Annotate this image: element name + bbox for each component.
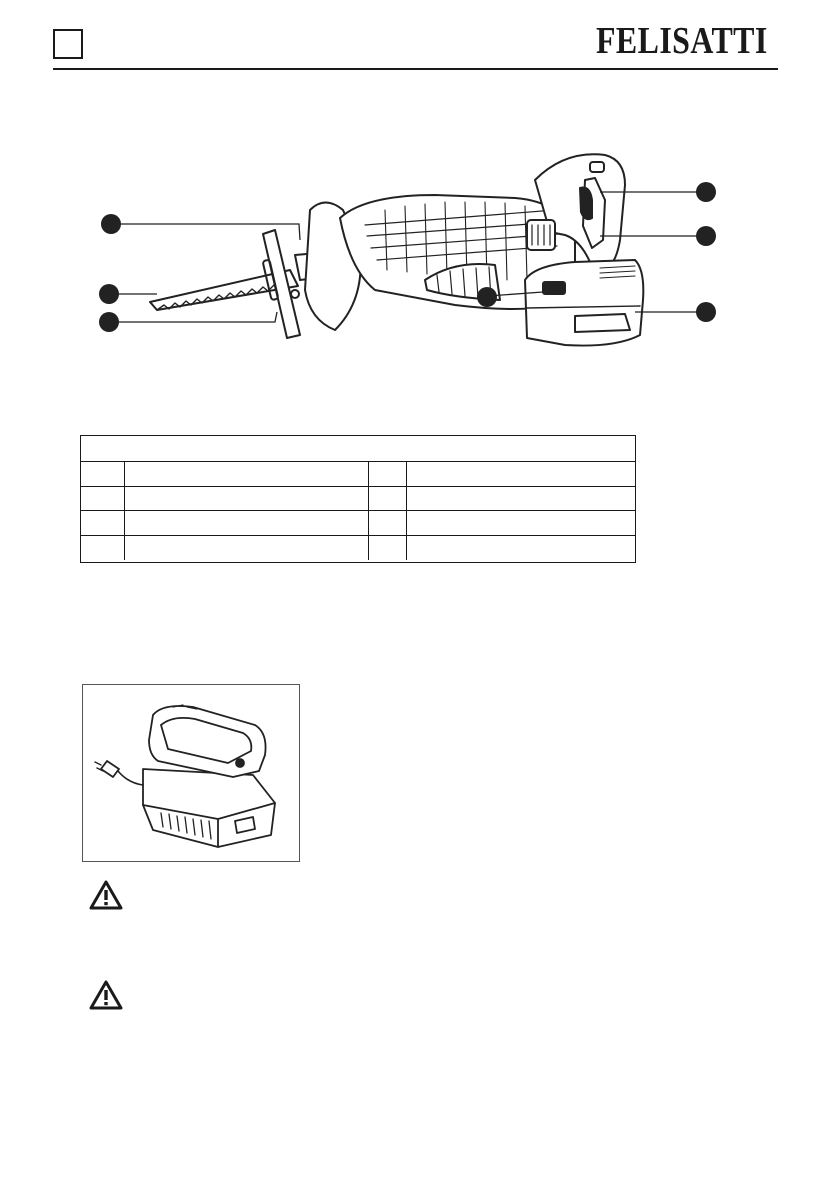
callout-marker — [99, 284, 119, 304]
callout-marker — [696, 182, 716, 202]
table-cell — [81, 462, 125, 486]
table-cell — [369, 536, 407, 561]
callout-marker — [477, 287, 497, 307]
table-cell — [125, 511, 369, 535]
battery-charger-illustration — [83, 685, 298, 860]
table-cell — [369, 487, 407, 511]
language-box — [53, 29, 83, 59]
table-cell — [125, 536, 369, 561]
table-row — [81, 487, 635, 512]
table-row — [81, 536, 635, 561]
table-cell — [81, 536, 125, 561]
table-title-row — [81, 436, 635, 462]
callout-marker — [696, 302, 716, 322]
table-cell — [81, 487, 125, 511]
table-cell — [407, 462, 635, 486]
table-cell — [407, 536, 635, 561]
table-cell — [125, 462, 369, 486]
table-row — [81, 462, 635, 487]
callout-marker — [101, 214, 121, 234]
header-rule — [53, 68, 778, 70]
table-row — [81, 511, 635, 536]
brand-logo: FELISATTI — [596, 20, 768, 62]
table-cell — [369, 511, 407, 535]
table-cell — [81, 511, 125, 535]
callout-marker — [99, 312, 119, 332]
warning-triangle-icon — [89, 880, 123, 910]
warning-triangle-icon — [89, 980, 123, 1010]
reciprocating-saw-illustration — [95, 140, 720, 360]
charger-figure-frame — [82, 684, 300, 862]
callout-marker — [696, 226, 716, 246]
parts-table — [80, 435, 636, 563]
table-cell — [407, 511, 635, 535]
table-cell — [369, 462, 407, 486]
table-cell — [407, 487, 635, 511]
trigger — [580, 188, 592, 220]
battery-pack — [525, 260, 643, 346]
table-cell — [125, 487, 369, 511]
